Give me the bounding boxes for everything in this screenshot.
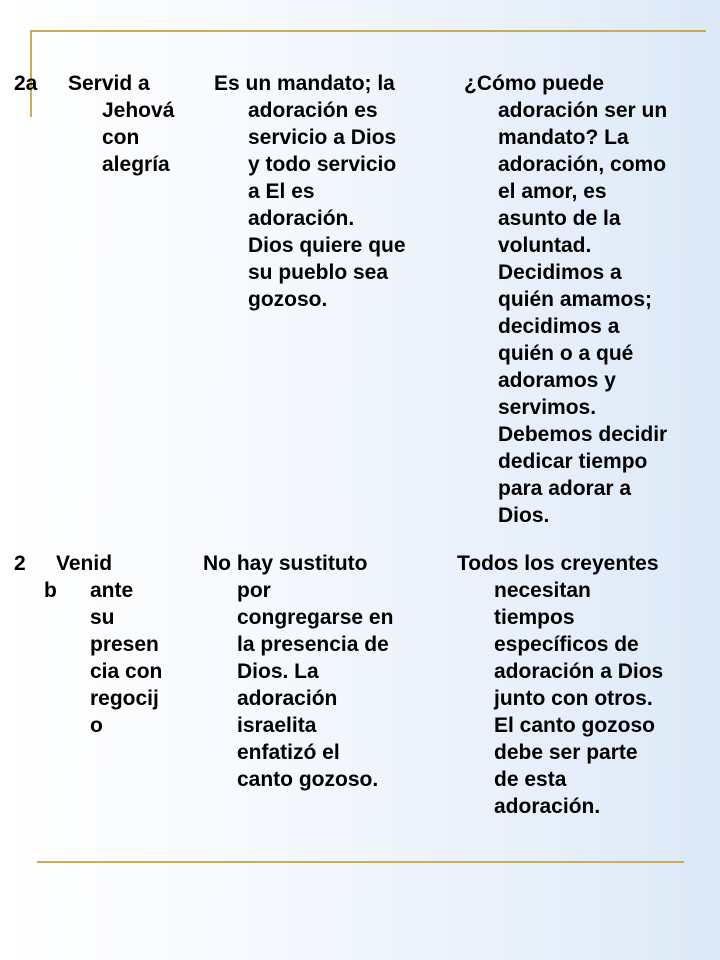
- row-1-verse-number: [14, 70, 37, 97]
- row-1-verse-text-line: con: [102, 126, 140, 149]
- row-2-application-line: tiempos: [494, 606, 575, 629]
- row-2-explanation-line: No hay sustituto: [203, 552, 368, 575]
- row-1-application-line: Decidimos a: [498, 261, 622, 284]
- row-2-verse-text: [56, 550, 162, 739]
- row-1-application-line: quién o a qué: [498, 342, 634, 365]
- row-1-application-line: mandato? La: [498, 126, 629, 149]
- row-2-application-line: específicos de: [494, 633, 639, 656]
- row-2-application-line: Todos los creyentes: [457, 552, 659, 575]
- row-2-application: [457, 550, 663, 820]
- row-2-explanation-line: Dios. La: [237, 660, 319, 683]
- row-2-explanation-line: la presencia de: [237, 633, 389, 656]
- row-2-application-line: necesitan: [494, 579, 591, 602]
- row-2-verse-number-line: b: [44, 579, 57, 602]
- row-1-explanation-line: su pueblo sea: [248, 261, 389, 284]
- row-1-application-line: para adorar a: [498, 477, 632, 500]
- row-1-application-line: voluntad.: [498, 234, 592, 257]
- row-1-application-line: servimos.: [498, 396, 597, 419]
- row-2-explanation-line: enfatizó el: [237, 741, 340, 764]
- row-2-application-line: de esta: [494, 768, 567, 791]
- row-1-application-line: decidimos a: [498, 315, 620, 338]
- row-2-explanation-line: canto gozoso.: [237, 768, 379, 791]
- row-1-application-line: quién amamos;: [498, 288, 653, 311]
- row-1-explanation-line: servicio a Dios: [248, 126, 397, 149]
- decorative-top-rule: [30, 30, 706, 32]
- row-1-application-line: asunto de la: [498, 207, 621, 230]
- row-2-verse-text-line: su: [90, 606, 115, 629]
- row-1-verse-text-line: Servid a: [68, 72, 150, 95]
- row-1-application-line: Debemos decidir: [498, 423, 668, 446]
- row-2-verse-text-line: Venid: [56, 552, 113, 575]
- row-2-verse-text-line: presen: [90, 633, 159, 656]
- row-1-application-line: el amor, es: [498, 180, 607, 203]
- row-1-explanation-line: adoración.: [248, 207, 355, 230]
- row-1-application-line: adoración, como: [498, 153, 667, 176]
- row-1-application-line: ¿Cómo puede: [464, 72, 604, 95]
- row-2-application-line: adoración.: [494, 795, 601, 818]
- row-1-application-line: dedicar tiempo: [498, 450, 648, 473]
- row-1-application-line: Dios.: [498, 504, 550, 527]
- row-2-verse-text-line: cia con: [90, 660, 163, 683]
- row-1-verse-text-line: alegría: [102, 153, 170, 176]
- row-2-explanation-line: israelita: [237, 714, 317, 737]
- row-1-application: [464, 70, 667, 529]
- row-2-verse-number-line: 2: [14, 552, 26, 575]
- row-2-explanation: [203, 550, 393, 793]
- row-2-verse-text-line: regocij: [90, 687, 159, 710]
- row-2-verse-number: [14, 550, 57, 604]
- row-1-verse-number-line: 2a: [14, 72, 38, 95]
- row-1-explanation-line: adoración es: [248, 99, 378, 122]
- row-2-explanation-line: adoración: [237, 687, 338, 710]
- row-2-application-line: debe ser parte: [494, 741, 638, 764]
- row-2-verse-text-line: o: [90, 714, 103, 737]
- row-2-verse-text-line: ante: [90, 579, 134, 602]
- row-1-explanation-line: Es un mandato; la: [214, 72, 395, 95]
- row-2-explanation-line: congregarse en: [237, 606, 394, 629]
- row-2-explanation-line: por: [237, 579, 271, 602]
- row-2-application-line: junto con otros.: [494, 687, 653, 710]
- row-1-verse-text: [68, 70, 174, 178]
- row-1-explanation: [214, 70, 406, 313]
- row-1-explanation-line: y todo servicio: [248, 153, 397, 176]
- row-1-explanation-line: Dios quiere que: [248, 234, 406, 257]
- row-2-application-line: El canto gozoso: [494, 714, 656, 737]
- row-1-verse-text-line: Jehová: [102, 99, 175, 122]
- row-1-explanation-line: a El es: [248, 180, 315, 203]
- row-1-explanation-line: gozoso.: [248, 288, 328, 311]
- row-1-application-line: adoramos y: [498, 369, 616, 392]
- decorative-bottom-rule: [37, 861, 684, 863]
- row-2-application-line: adoración a Dios: [494, 660, 664, 683]
- row-1-application-line: adoración ser un: [498, 99, 668, 122]
